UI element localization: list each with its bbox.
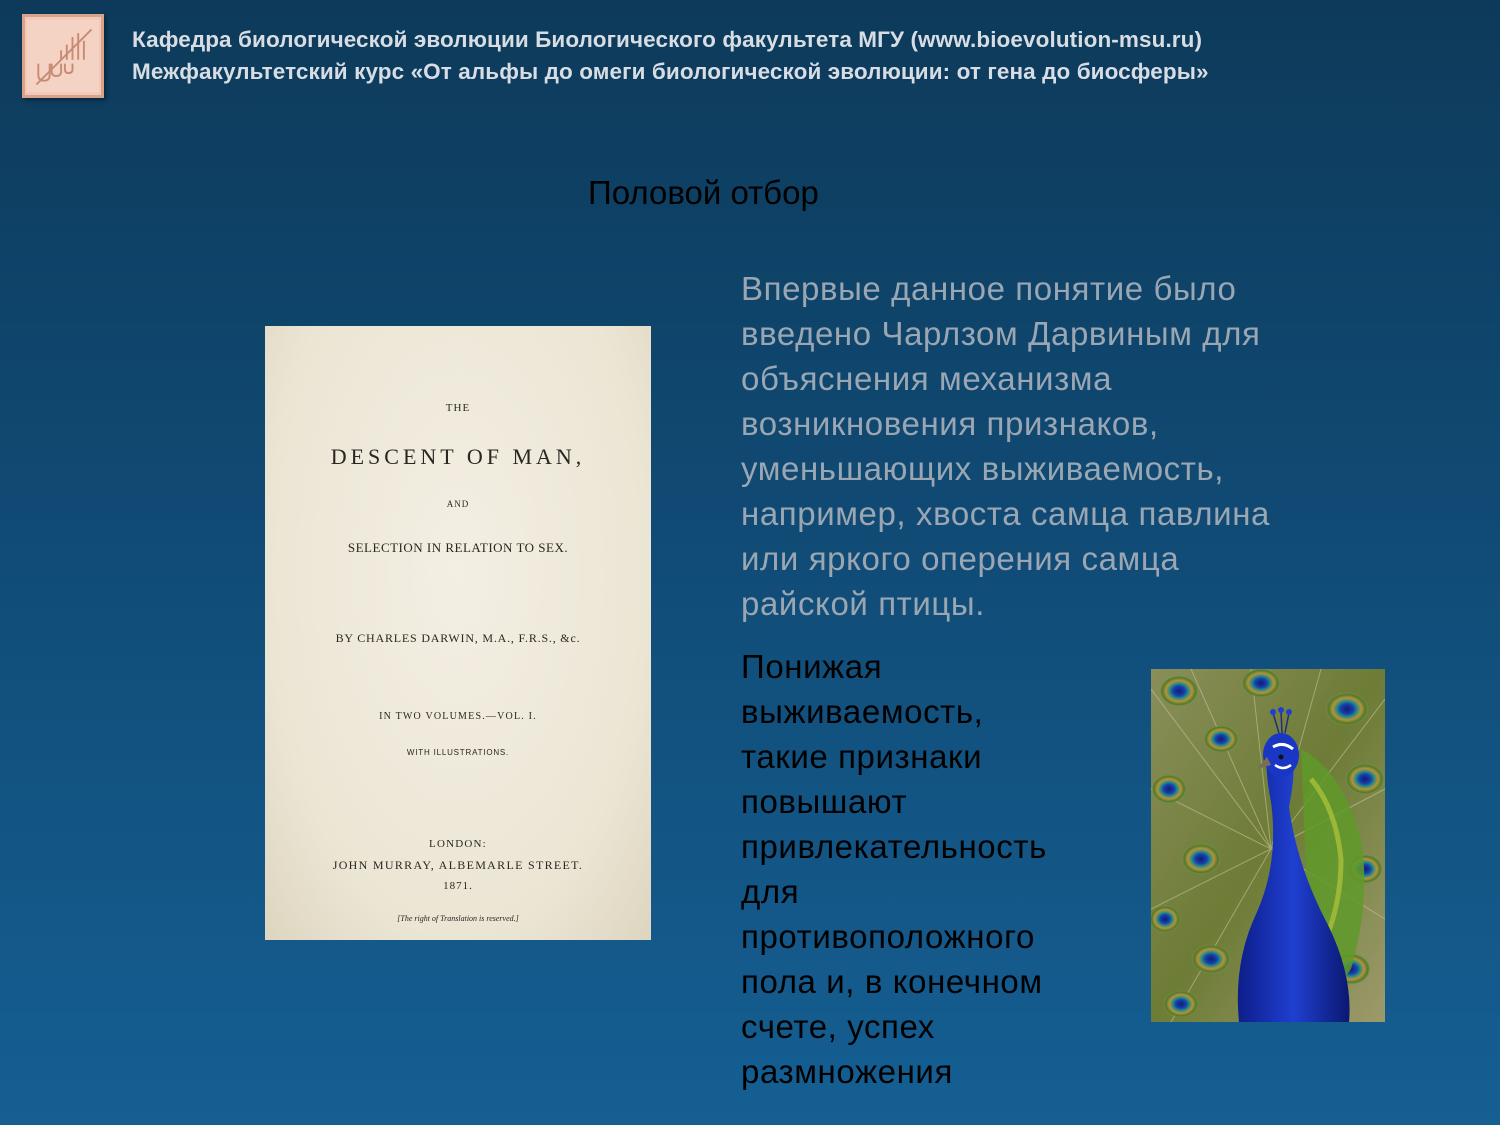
book-publisher: JOHN MURRAY, ALBEMARLE STREET. <box>332 858 584 872</box>
slide-title: Половой отбор <box>588 174 819 211</box>
text-line: выживаемость, <box>741 693 984 730</box>
text-line: привлекательность <box>741 828 1047 865</box>
text-line: или яркого оперения самца <box>741 540 1180 577</box>
text-line: пола и, в конечном <box>741 963 1043 1000</box>
book-the: THE <box>445 402 471 414</box>
book-subtitle: SELECTION IN RELATION TO SEX. <box>347 540 569 555</box>
consequence-paragraph <box>741 644 1121 1094</box>
header-course-line: Межфакультетский курс «От альфы до омеги биологической эволюции: от гена до биосферы» <box>132 59 1209 84</box>
department-logo-icon <box>22 14 104 98</box>
book-year: 1871. <box>443 880 473 892</box>
text-line: противоположного <box>741 918 1035 955</box>
text-line: уменьшающих выживаемость, <box>741 450 1225 487</box>
definition-paragraph <box>741 266 1381 626</box>
book-title: DESCENT OF MAN, <box>330 444 586 469</box>
text-line: Понижая <box>741 648 883 685</box>
text-line: Впервые данное понятие было <box>741 270 1237 307</box>
text-line: размножения <box>741 1053 953 1090</box>
book-illustrations: WITH ILLUSTRATIONS. <box>406 748 510 757</box>
text-line: повышают <box>741 783 908 820</box>
text-line: введено Чарлзом Дарвиным для <box>741 315 1261 352</box>
text-line: счете, успех <box>741 1008 935 1045</box>
text-line: например, хвоста самца павлина <box>741 495 1270 532</box>
book-title-page-image <box>265 326 651 940</box>
text-line: такие признаки <box>741 738 983 775</box>
book-and: AND <box>446 499 470 509</box>
book-author: BY CHARLES DARWIN, M.A., F.R.S., &c. <box>335 631 581 645</box>
book-volumes: IN TWO VOLUMES.—VOL. I. <box>379 711 537 722</box>
text-line: объяснения механизма <box>741 360 1113 397</box>
peacock-photo <box>1151 669 1385 1022</box>
text-line: для <box>741 873 800 910</box>
book-city: LONDON: <box>429 838 487 850</box>
book-rights: [The right of Translation is reserved.] <box>397 914 519 923</box>
text-line: райской птицы. <box>741 585 986 622</box>
header-department-line: Кафедра биологической эволюции Биологического факультета МГУ (www.bioevolution-msu.ru) <box>132 27 1203 52</box>
text-line: возникновения признаков, <box>741 405 1159 442</box>
